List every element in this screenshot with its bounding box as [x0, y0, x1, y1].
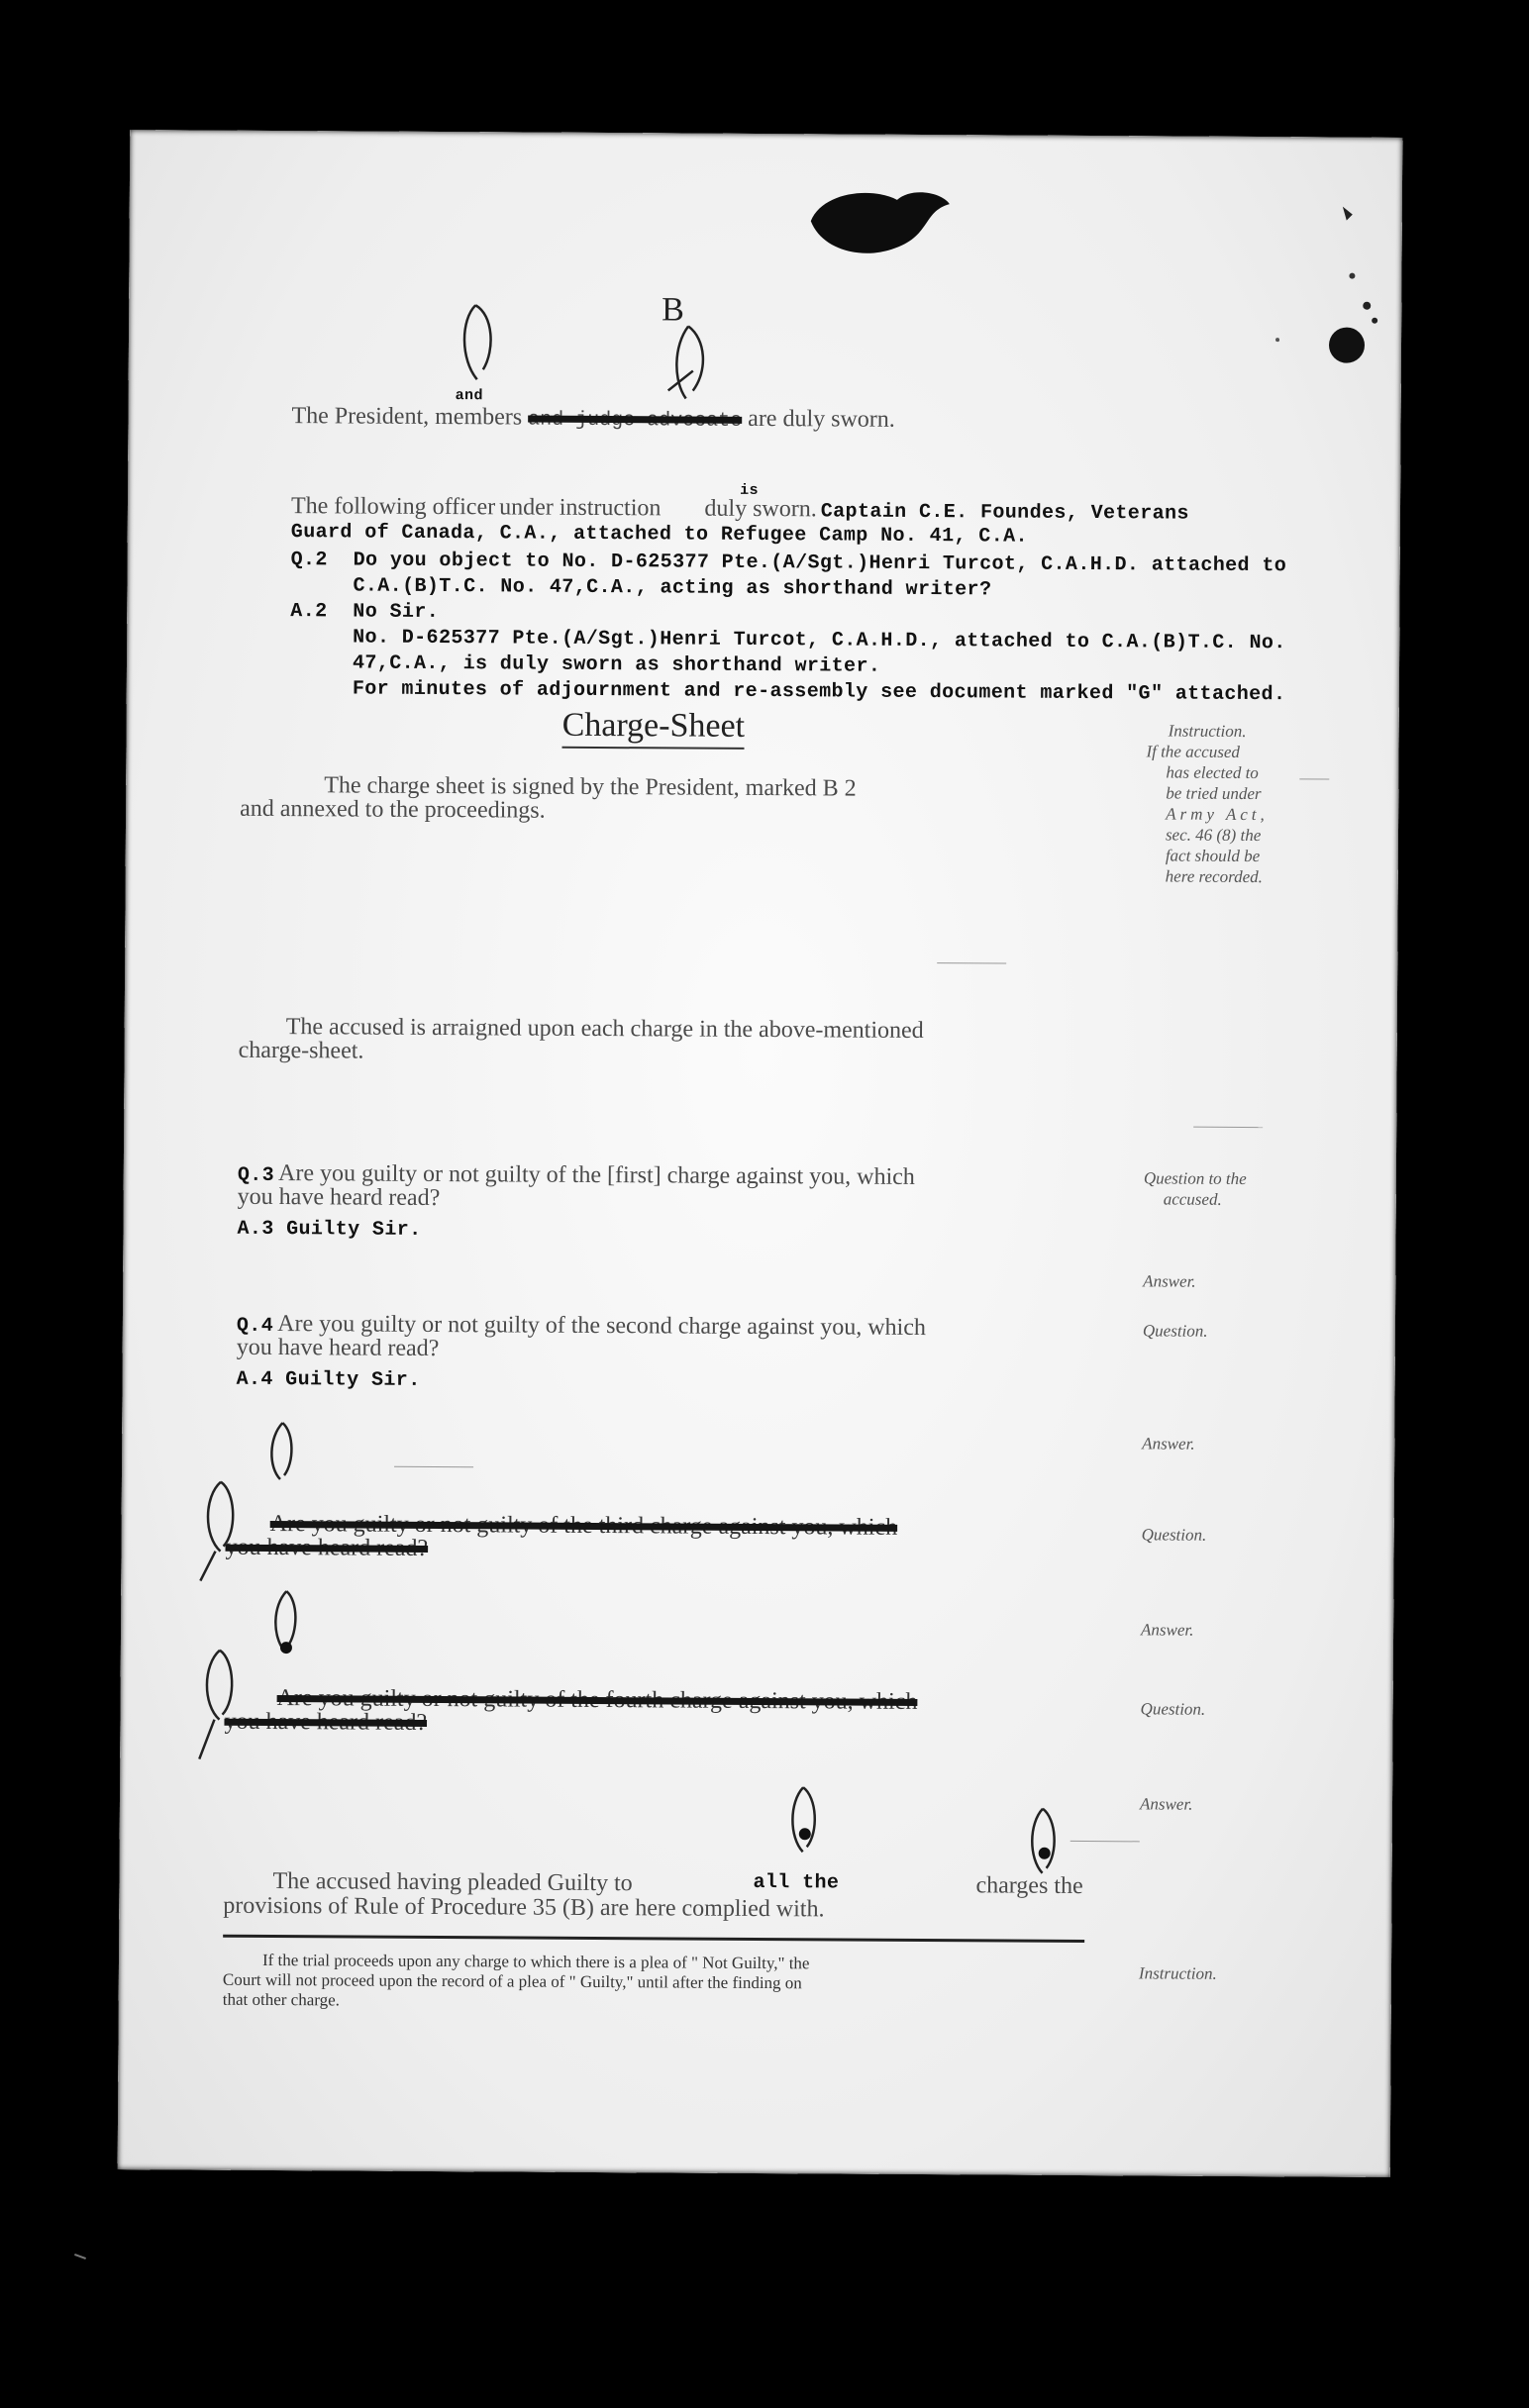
q2-line-1: Do you object to No. D-625377 Pte.(A/Sgt.)Henri Turcot, C.A.H.D. attached to — [353, 549, 1287, 578]
a2-line-4: For minutes of adjournment and re-assembly see document marked "G" attached. — [352, 677, 1286, 707]
officer-line-2: Guard of Canada, C.A., attached to Refugee Camp No. 41, C.A. — [290, 521, 1029, 549]
divider-right — [1193, 1127, 1263, 1128]
instruction-note-line: be tried under — [1166, 783, 1262, 804]
footnote-rule — [223, 1935, 1084, 1943]
q3-text: Are you guilty or not guilty of the [first] charge against you, which — [278, 1160, 915, 1190]
margin-question-3: Question. — [1140, 1699, 1206, 1719]
handwritten-mark-6 — [194, 1646, 255, 1764]
charge-sheet-line-2: and annexed to the proceedings. — [240, 795, 546, 824]
divider-short-2 — [394, 1466, 473, 1467]
a4: A.4 Guilty Sir. — [236, 1367, 421, 1392]
sworn-members: members — [435, 403, 523, 431]
arraigned-line-1: The accused is arraigned upon each charge in the above-mentioned — [285, 1014, 924, 1045]
officer-mid: under instruction — [499, 494, 662, 522]
divider-short — [937, 962, 1006, 963]
a3: A.3 Guilty Sir. — [237, 1217, 422, 1242]
section-letter: B — [662, 291, 685, 329]
margin-answer-1: Answer. — [1143, 1271, 1196, 1291]
a2-line-2: No. D-625377 Pte.(A/Sgt.)Henri Turcot, C.A.H.D., attached to C.A.(B)T.C. No. — [353, 626, 1286, 655]
officer-after: duly sworn. — [704, 495, 817, 523]
instruction-note-line: has elected to — [1166, 762, 1259, 783]
instruction-note-title: Instruction. — [1168, 721, 1247, 741]
a2-line-3: 47,C.A., is duly sworn as shorthand writer. — [352, 652, 881, 678]
margin-question-to-accused-2: accused. — [1163, 1189, 1222, 1209]
pleaded-prefix: The accused having pleaded Guilty to — [272, 1868, 633, 1897]
q3-line-2: you have heard read? — [237, 1183, 441, 1212]
sworn-inserted: and — [455, 387, 483, 405]
border-speck — [74, 2254, 86, 2259]
struck-q-third-line-2: you have heard read? — [225, 1534, 429, 1561]
charge-sheet-line-1: The charge sheet is signed by the President, marked B 2 — [324, 772, 857, 802]
a2-line-1: No Sir. — [353, 600, 440, 625]
charge-sheet-heading: Charge-Sheet — [561, 707, 745, 750]
instruction-rule — [1299, 778, 1329, 779]
handwritten-mark-3 — [260, 1418, 300, 1487]
margin-question-1: Question. — [1142, 1321, 1208, 1341]
struck-q-fourth-line-1: Are you guilty or not guilty of the fourth charge against you, which — [276, 1685, 918, 1715]
q4-text: Are you guilty or not guilty of the second charge against you, which — [277, 1311, 926, 1342]
margin-answer-3: Answer. — [1141, 1620, 1194, 1640]
q2-label: Q.2 — [290, 549, 328, 572]
sworn-prefix: The President, — [291, 403, 430, 430]
document-sheet — [118, 130, 1403, 2177]
pleaded-charges: charges the — [975, 1872, 1083, 1900]
instruction-note-line: here recorded. — [1165, 866, 1263, 887]
pleaded-typed: all the — [753, 1870, 840, 1895]
arraigned-line-2: charge-sheet. — [238, 1037, 364, 1064]
a2-label: A.2 — [290, 600, 328, 624]
instruction-note-line: Army Act, — [1166, 804, 1269, 825]
footnote-line-3: that other charge. — [222, 1989, 340, 2010]
handwritten-mark-5 — [264, 1586, 304, 1665]
margin-answer-2: Answer. — [1142, 1434, 1195, 1454]
margin-question-to-accused — [1144, 1167, 1247, 1210]
margin-question-2: Question. — [1141, 1525, 1207, 1545]
divider-right-2 — [1070, 1841, 1140, 1842]
handwritten-mark-7 — [781, 1782, 832, 1871]
handwritten-mark-1 — [456, 300, 506, 389]
q4-line-2: you have heard read? — [236, 1334, 440, 1362]
sworn-line — [291, 403, 894, 434]
officer-prefix: The following officer — [290, 493, 496, 521]
margin-question-to-accused-1: Question to the — [1143, 1168, 1247, 1189]
struck-q-third-line-1: Are you guilty or not guilty of the third charge against you, which — [269, 1510, 898, 1541]
footnote-line-2: Court will not proceed upon the record of a plea of " Guilty," until after the finding on — [222, 1969, 802, 1993]
instruction-note-line: If the accused — [1146, 742, 1240, 761]
margin-instruction: Instruction. — [1138, 1963, 1217, 1983]
handwritten-mark-4 — [195, 1477, 255, 1586]
ink-specks — [1257, 196, 1407, 445]
instruction-note-line: sec. 46 (8) the — [1165, 825, 1262, 846]
officer-typed: Captain C.E. Foundes, Veterans — [820, 500, 1189, 526]
q3-label: Q.3 — [237, 1163, 275, 1188]
q2-line-2: C.A.(B)T.C. No. 47,C.A., acting as shorthand writer? — [353, 574, 992, 602]
handwritten-mark-2 — [659, 321, 719, 410]
instruction-note — [1146, 720, 1270, 887]
q4-label: Q.4 — [236, 1314, 274, 1339]
struck-q-fourth-line-2: you have heard read? — [224, 1708, 428, 1736]
redaction-blot — [803, 181, 952, 261]
officer-inserted: is — [740, 481, 759, 499]
sworn-suffix: are duly sworn. — [748, 405, 895, 433]
footnote-line-1: If the trial proceeds upon any charge to which there is a plea of " Not Guilty," the — [261, 1950, 810, 1973]
sworn-struck-text: and judge advocate — [528, 408, 743, 433]
margin-answer-4: Answer. — [1139, 1794, 1193, 1814]
pleaded-line-2: provisions of Rule of Procedure 35 (B) are here complied with. — [223, 1892, 825, 1923]
instruction-note-line: fact should be — [1165, 846, 1261, 866]
